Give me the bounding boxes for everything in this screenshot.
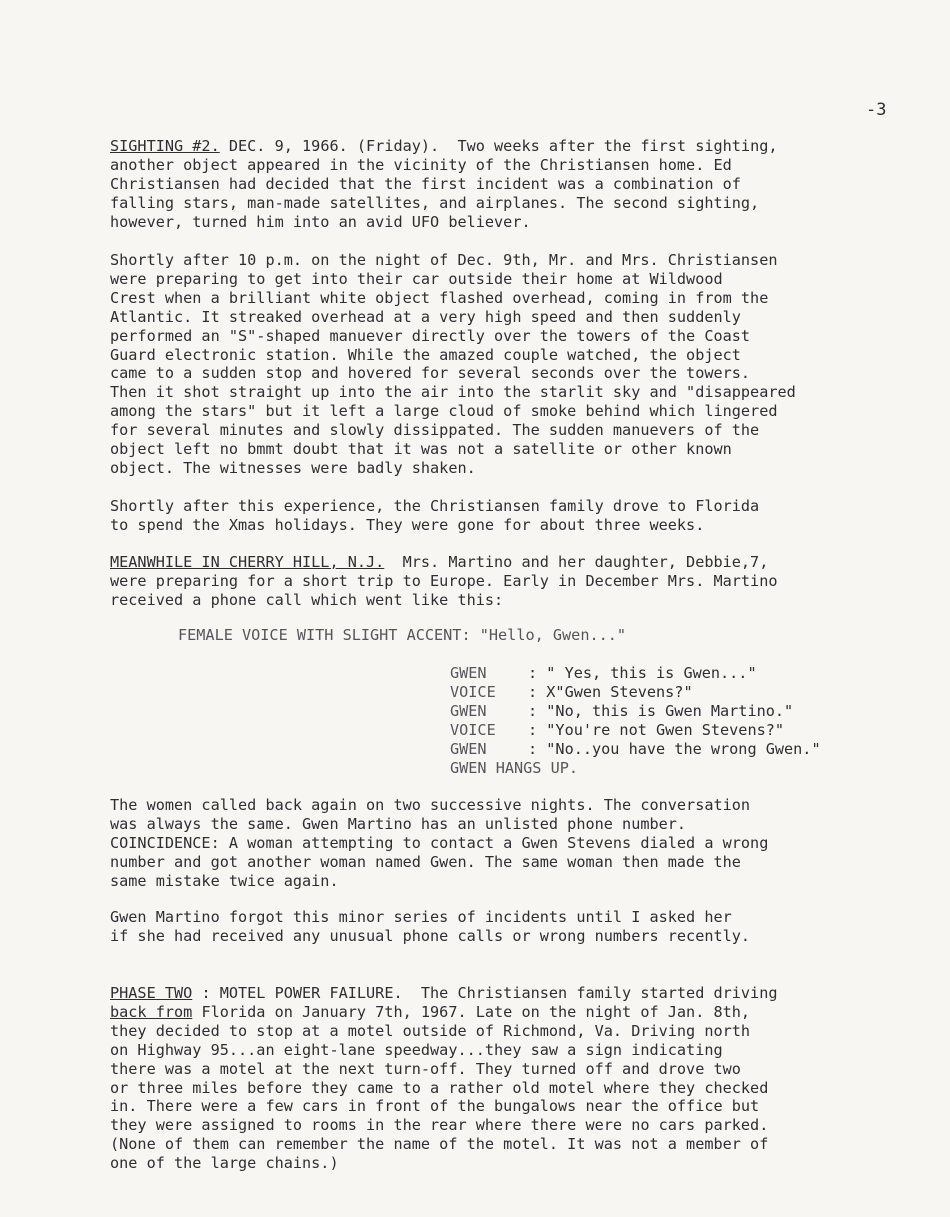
sighting-description-paragraph bbox=[110, 251, 796, 478]
text-line: Shortly after this experience, the Christiansen family drove to Florida bbox=[110, 497, 760, 515]
dialog-line bbox=[450, 683, 821, 702]
text-line: Shortly after 10 p.m. on the night of Dec. 9th, Mr. and Mrs. Christiansen bbox=[110, 251, 778, 269]
text-line: Guard electronic station. While the amazed couple watched, the object bbox=[110, 345, 741, 364]
text-line: Crest when a brilliant white object flashed overhead, coming in from the bbox=[110, 288, 769, 307]
sighting-2-paragraph bbox=[110, 137, 778, 232]
text-line: to spend the Xmas holidays. They were gone for about three weeks. bbox=[110, 515, 705, 534]
dialog-speaker: GWEN bbox=[450, 664, 487, 682]
florida-trip-paragraph bbox=[110, 497, 759, 535]
dialog-text: : X"Gwen Stevens?" bbox=[528, 683, 693, 701]
text-line: were preparing to get into their car outside their home at Wildwood bbox=[110, 269, 723, 288]
phase-two-paragraph bbox=[110, 984, 778, 1173]
text-line: number and got another woman named Gwen. The same woman then made the bbox=[110, 852, 741, 871]
text-line: object left no bmmt doubt that it was not a satellite or other known bbox=[110, 440, 732, 459]
text-line: they were assigned to rooms in the rear where there were no cars parked. bbox=[110, 1116, 769, 1135]
dialog-text: : " Yes, this is Gwen..." bbox=[528, 664, 757, 682]
text-line: object. The witnesses were badly shaken. bbox=[110, 458, 476, 477]
dialog-line bbox=[450, 702, 821, 721]
meanwhile-paragraph bbox=[110, 553, 778, 610]
text-line: received a phone call which went like this: bbox=[110, 590, 504, 609]
phone-dialog bbox=[450, 664, 821, 778]
text-line: one of the large chains.) bbox=[110, 1154, 339, 1173]
text-line: The women called back again on two successive nights. The conversation bbox=[110, 796, 751, 814]
text-line: : MOTEL POWER FAILURE. The Christiansen family started driving bbox=[192, 984, 778, 1002]
text-line: Mrs. Martino and her daughter, Debbie,7, bbox=[384, 553, 769, 571]
text-line: there was a motel at the next turn-off. They turned off and drove two bbox=[110, 1059, 741, 1078]
text-line: in. There were a few cars in front of the bungalows near the office but bbox=[110, 1097, 760, 1116]
text-line: (None of them can remember the name of the motel. It was not a member of bbox=[110, 1135, 769, 1154]
text-line: they decided to stop at a motel outside of Richmond, Va. Driving north bbox=[110, 1021, 751, 1040]
sighting-2-heading: SIGHTING #2. bbox=[110, 137, 220, 155]
sighting-2-line: however, turned him into an avid UFO believer. bbox=[110, 212, 531, 231]
meanwhile-heading: MEANWHILE IN CHERRY HILL, N.J. bbox=[110, 553, 385, 571]
text-line: or three miles before they came to a rather old motel where they checked bbox=[110, 1078, 769, 1097]
sighting-2-line: falling stars, man-made satellites, and airplanes. The second sighting, bbox=[110, 193, 760, 212]
dialog-text: : "No..you have the wrong Gwen." bbox=[528, 740, 821, 758]
dialog-text: : "No, this is Gwen Martino." bbox=[528, 702, 794, 720]
sighting-2-line: Christiansen had decided that the first incident was a combination of bbox=[110, 174, 741, 193]
text-line: were preparing for a short trip to Europe. Early in December Mrs. Martino bbox=[110, 571, 778, 590]
text-line: among the stars" but it left a large cloud of smoke behind which lingered bbox=[110, 402, 778, 421]
dialog-line bbox=[450, 740, 821, 759]
phone-calls-paragraph bbox=[110, 908, 750, 946]
phase-two-heading: PHASE TWO bbox=[110, 984, 193, 1002]
text-line: same mistake twice again. bbox=[110, 871, 339, 890]
dialog-line bbox=[450, 721, 821, 740]
text-line: COINCIDENCE: A woman attempting to contact a Gwen Stevens dialed a wrong bbox=[110, 833, 769, 852]
text-line: was always the same. Gwen Martino has an unlisted phone number. bbox=[110, 814, 687, 833]
dialog-speaker: VOICE bbox=[450, 721, 496, 739]
text-line: if she had received any unusual phone calls or wrong numbers recently. bbox=[110, 926, 751, 945]
text-line: Atlantic. It streaked overhead at a very high speed and then suddenly bbox=[110, 307, 741, 326]
dialog-speaker: VOICE bbox=[450, 683, 496, 701]
text-line: on Highway 95...an eight-lane speedway...they saw a sign indicating bbox=[110, 1040, 723, 1059]
text-line: Florida on January 7th, 1967. Late on the night of Jan. 8th, bbox=[192, 1002, 751, 1021]
text-line: came to a sudden stop and hovered for several seconds over the towers. bbox=[110, 364, 751, 383]
dialog-end: GWEN HANGS UP. bbox=[450, 759, 579, 777]
dialog-text: : "You're not Gwen Stevens?" bbox=[528, 721, 785, 739]
dialog-line bbox=[450, 664, 821, 683]
text-line: Gwen Martino forgot this minor series of incidents until I asked her bbox=[110, 908, 732, 926]
dialog-speaker: GWEN bbox=[450, 740, 487, 758]
text-line: performed an "S"-shaped manuever directly over the towers of the Coast bbox=[110, 326, 751, 345]
sighting-2-line: DEC. 9, 1966. (Friday). Two weeks after the first sighting, bbox=[219, 137, 778, 155]
coincidence-paragraph bbox=[110, 796, 768, 891]
text-line: back from bbox=[110, 1002, 193, 1021]
sighting-2-line: another object appeared in the vicinity of the Christiansen home. Ed bbox=[110, 155, 732, 174]
page-number: -3 bbox=[866, 100, 887, 120]
text-line: for several minutes and slowly dissippated. The sudden manuevers of the bbox=[110, 421, 760, 440]
dialog-intro: FEMALE VOICE WITH SLIGHT ACCENT: "Hello, Gwen..." bbox=[178, 626, 627, 644]
text-line: Then it shot straight up into the air into the starlit sky and "disappeared bbox=[110, 383, 796, 402]
dialog-speaker: GWEN bbox=[450, 702, 487, 720]
